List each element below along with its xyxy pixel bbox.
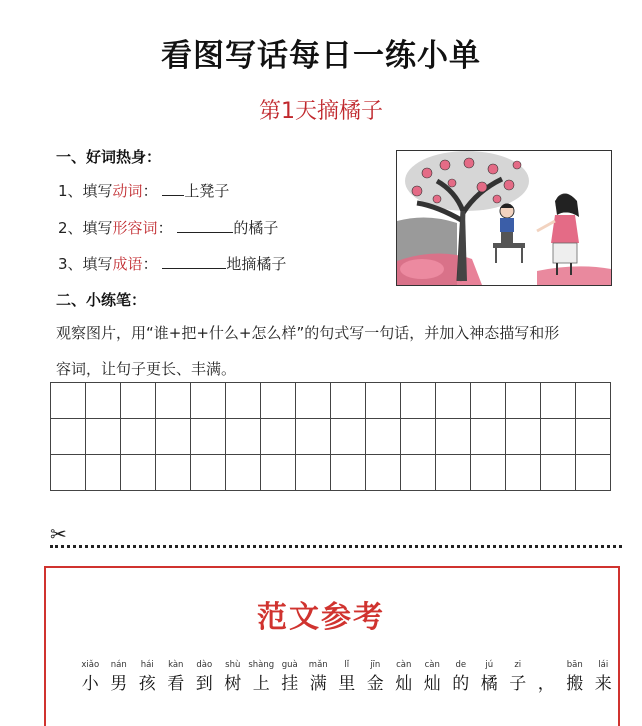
- hanzi-character: 来: [594, 674, 612, 694]
- grid-cell[interactable]: [261, 455, 296, 491]
- item-colon: ：: [142, 255, 158, 273]
- item-suffix: 上凳子: [184, 182, 230, 200]
- grid-cell[interactable]: [401, 419, 436, 455]
- grid-cell[interactable]: [506, 455, 541, 491]
- grid-cell[interactable]: [226, 383, 261, 419]
- pinyin-cell: [247, 660, 276, 695]
- grid-cell[interactable]: [506, 383, 541, 419]
- hanzi-character: 的: [452, 674, 470, 694]
- pinyin-cell: [333, 660, 362, 695]
- hanzi-character: 男: [110, 674, 128, 694]
- grid-cell[interactable]: [541, 383, 576, 419]
- worksheet-title: 看图写话每日一练小单: [161, 38, 481, 74]
- pinyin-cell: [133, 660, 162, 695]
- grid-cell[interactable]: [331, 455, 366, 491]
- grid-cell[interactable]: [156, 383, 191, 419]
- section-warmup-heading: 一、好词热身：: [56, 148, 162, 166]
- grid-cell[interactable]: [401, 383, 436, 419]
- grid-row: [51, 383, 611, 419]
- grid-cell[interactable]: [366, 383, 401, 419]
- hanzi-character: 灿: [423, 674, 441, 694]
- pinyin-text: xiǎo: [81, 660, 100, 670]
- pinyin-text: guà: [281, 660, 298, 670]
- hanzi-character: 满: [309, 674, 327, 694]
- grid-cell[interactable]: [506, 419, 541, 455]
- exercise-item-verb: [58, 180, 229, 201]
- pinyin-cell: [447, 660, 476, 695]
- grid-cell[interactable]: [86, 383, 121, 419]
- pinyin-cell: [561, 660, 590, 695]
- exercise-item-idiom: [58, 253, 286, 274]
- pinyin-cell: [504, 660, 533, 695]
- hanzi-character: 小: [81, 674, 99, 694]
- day-subtitle: 第1天摘橘子: [259, 99, 383, 124]
- pinyin-cell: [304, 660, 333, 695]
- pinyin-text: bān: [566, 660, 583, 670]
- hanzi-character: 子: [509, 674, 527, 694]
- pinyin-cell: [589, 660, 618, 695]
- pinyin-cell: [276, 660, 305, 695]
- grid-cell[interactable]: [541, 419, 576, 455]
- grid-cell[interactable]: [471, 383, 506, 419]
- item-prefix: 3、填写: [58, 255, 113, 273]
- grid-cell[interactable]: [576, 455, 611, 491]
- grid-cell[interactable]: [541, 455, 576, 491]
- pinyin-text: lǐ: [344, 660, 350, 670]
- item-keyword: 成语: [112, 255, 143, 273]
- pinyin-text: càn: [396, 660, 412, 670]
- grid-cell[interactable]: [296, 455, 331, 491]
- grid-cell[interactable]: [401, 455, 436, 491]
- grid-cell[interactable]: [576, 383, 611, 419]
- grid-cell[interactable]: [576, 419, 611, 455]
- grid-cell[interactable]: [226, 419, 261, 455]
- pinyin-text: hái: [140, 660, 154, 670]
- answer-blank[interactable]: [162, 181, 184, 196]
- hanzi-character: 挂: [281, 674, 299, 694]
- grid-cell[interactable]: [471, 455, 506, 491]
- item-prefix: 1、填写: [58, 182, 113, 200]
- grid-cell[interactable]: [366, 455, 401, 491]
- grid-cell[interactable]: [366, 419, 401, 455]
- grid-cell[interactable]: [51, 455, 86, 491]
- orange-picking-illustration: [396, 150, 612, 286]
- pinyin-text: nán: [110, 660, 127, 670]
- pinyin-text: càn: [424, 660, 440, 670]
- answer-blank[interactable]: [162, 254, 226, 269]
- pinyin-cell: [532, 660, 561, 695]
- pinyin-text: mǎn: [308, 660, 328, 670]
- reference-frame: [44, 566, 620, 726]
- illustration-svg: [397, 151, 611, 285]
- hanzi-character: 树: [224, 674, 242, 694]
- pinyin-cell: [361, 660, 390, 695]
- grid-cell[interactable]: [156, 419, 191, 455]
- pinyin-cell: [390, 660, 419, 695]
- item-colon: ：: [157, 219, 173, 237]
- pinyin-cell: [76, 660, 105, 695]
- instruction-line-1: 观察图片，用“谁+把+什么+怎么样”的句式写一句话，并加入神态描写和形: [56, 324, 560, 342]
- cut-line-divider: [50, 545, 622, 548]
- pinyin-cell: [162, 660, 191, 695]
- pinyin-cell: [475, 660, 504, 695]
- hanzi-character: 上: [252, 674, 270, 694]
- grid-cell[interactable]: [436, 455, 471, 491]
- grid-row: [51, 455, 611, 491]
- scissors-icon: ✂: [50, 522, 67, 546]
- instruction-line-2: 容词，让句子更长、丰满。: [56, 360, 237, 378]
- grid-row: [51, 419, 611, 455]
- pinyin-text: shù: [225, 660, 241, 670]
- answer-blank[interactable]: [177, 218, 233, 233]
- pinyin-cell: [219, 660, 248, 695]
- pinyin-cell: [190, 660, 219, 695]
- grid-cell[interactable]: [436, 419, 471, 455]
- section-practice-heading: 二、小练笔：: [56, 291, 147, 309]
- hanzi-character: 搬: [566, 674, 584, 694]
- grid-cell[interactable]: [51, 419, 86, 455]
- pinyin-text: de: [455, 660, 467, 670]
- grid-cell[interactable]: [436, 383, 471, 419]
- hanzi-character: 金: [366, 674, 384, 694]
- hanzi-character: 看: [167, 674, 185, 694]
- pinyin-text: zi: [514, 660, 522, 670]
- pinyin-text: [532, 660, 561, 671]
- grid-cell[interactable]: [191, 419, 226, 455]
- hanzi-character: 橘: [480, 674, 498, 694]
- pinyin-cell: [418, 660, 447, 695]
- grid-cell[interactable]: [156, 455, 191, 491]
- pinyin-sentence: [76, 660, 618, 695]
- pinyin-text: jīn: [370, 660, 381, 670]
- item-colon: ：: [142, 182, 158, 200]
- reference-heading: 范文参考: [257, 600, 385, 635]
- pinyin-text: kàn: [168, 660, 184, 670]
- hanzi-character: 孩: [138, 674, 156, 694]
- pinyin-text: shàng: [248, 660, 275, 670]
- hanzi-character: 灿: [395, 674, 413, 694]
- grid-cell[interactable]: [86, 419, 121, 455]
- grid-cell[interactable]: [226, 455, 261, 491]
- grid-cell[interactable]: [121, 419, 156, 455]
- pinyin-cell: [105, 660, 134, 695]
- grid-cell[interactable]: [261, 383, 296, 419]
- hanzi-character: 到: [195, 674, 213, 694]
- grid-cell[interactable]: [331, 383, 366, 419]
- item-keyword: 动词: [112, 182, 143, 200]
- grid-cell[interactable]: [86, 455, 121, 491]
- pinyin-text: lái: [598, 660, 609, 670]
- pinyin-text: jú: [485, 660, 494, 670]
- item-suffix: 地摘橘子: [226, 255, 287, 273]
- item-prefix: 2、填写: [58, 219, 113, 237]
- writing-grid-body: [51, 383, 611, 491]
- grid-cell[interactable]: [471, 419, 506, 455]
- grid-cell[interactable]: [331, 419, 366, 455]
- grid-cell[interactable]: [121, 455, 156, 491]
- item-keyword: 形容词: [112, 219, 158, 237]
- grid-cell[interactable]: [191, 383, 226, 419]
- exercise-item-adjective: [58, 217, 278, 238]
- grid-cell[interactable]: [296, 419, 331, 455]
- grid-cell[interactable]: [296, 383, 331, 419]
- grid-cell[interactable]: [51, 383, 86, 419]
- item-suffix: 的橘子: [233, 219, 279, 237]
- hanzi-character: ，: [537, 674, 555, 694]
- writing-grid: [50, 382, 611, 491]
- grid-cell[interactable]: [261, 419, 296, 455]
- hanzi-character: 里: [338, 674, 356, 694]
- grid-cell[interactable]: [121, 383, 156, 419]
- grid-cell[interactable]: [191, 455, 226, 491]
- pinyin-text: dào: [196, 660, 213, 670]
